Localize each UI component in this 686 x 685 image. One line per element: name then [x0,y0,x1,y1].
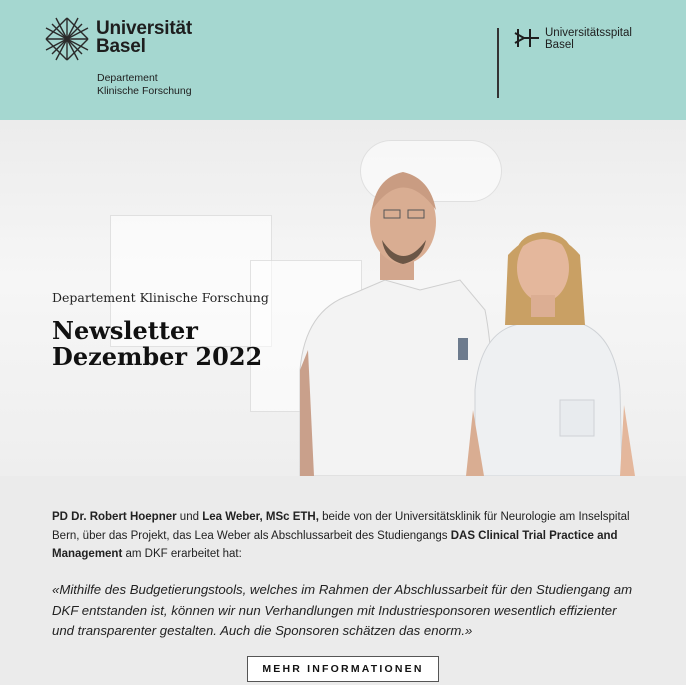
hospital-name-line2: Basel [545,39,574,51]
hero-banner [0,120,686,476]
hero-title-line1: Newsletter [52,316,198,345]
intro-text-1: und [176,511,203,523]
hero-title [52,318,262,370]
hero-photo [290,160,650,476]
intro-text-2: beide von der Universitätsklinik für Neurologie am Inselspital Bern, über das Projekt, das Lea Weber als Abschlussarbeit des Studiengangs [52,511,630,542]
header-divider [497,28,499,98]
person-name-1: PD Dr. Robert Hoepner [52,511,177,523]
department-label [97,72,192,98]
program-name: DAS Clinical Trial Practice and Management [52,529,618,560]
more-info-button[interactable]: MEHR INFORMATIONEN [247,656,439,682]
hospital-name[interactable] [545,27,632,51]
department-line2: Klinische Forschung [97,85,192,97]
university-name-line1: Universität [96,18,193,39]
department-line1: Departement [97,72,158,84]
university-name[interactable] [96,20,192,56]
header-banner [0,0,686,120]
article-intro [52,508,642,564]
testimonial-quote: «Mithilfe des Budgetierungstools, welches im Rahmen der Abschlussarbeit für den Studiengang am DKF entstanden ist, können wir nun Verhandlungen mit Industriesponsoren wesentlich effizienter und transparenter gestalten. Auch die Sponsoren schätzen das enorm.» [52,582,633,638]
intro-text-3: am DKF erarbeitet hat: [122,548,242,560]
person-name-2: Lea Weber, MSc ETH, [202,511,319,523]
unibas-star-icon [44,16,90,62]
hero-title-line2: Dezember 2022 [52,342,263,371]
usb-logo-icon[interactable] [514,27,540,49]
hospital-name-line1: Universitätsspital [545,27,632,39]
hero-kicker: Departement Klinische Forschung [52,290,269,305]
university-name-line2: Basel [96,36,146,57]
